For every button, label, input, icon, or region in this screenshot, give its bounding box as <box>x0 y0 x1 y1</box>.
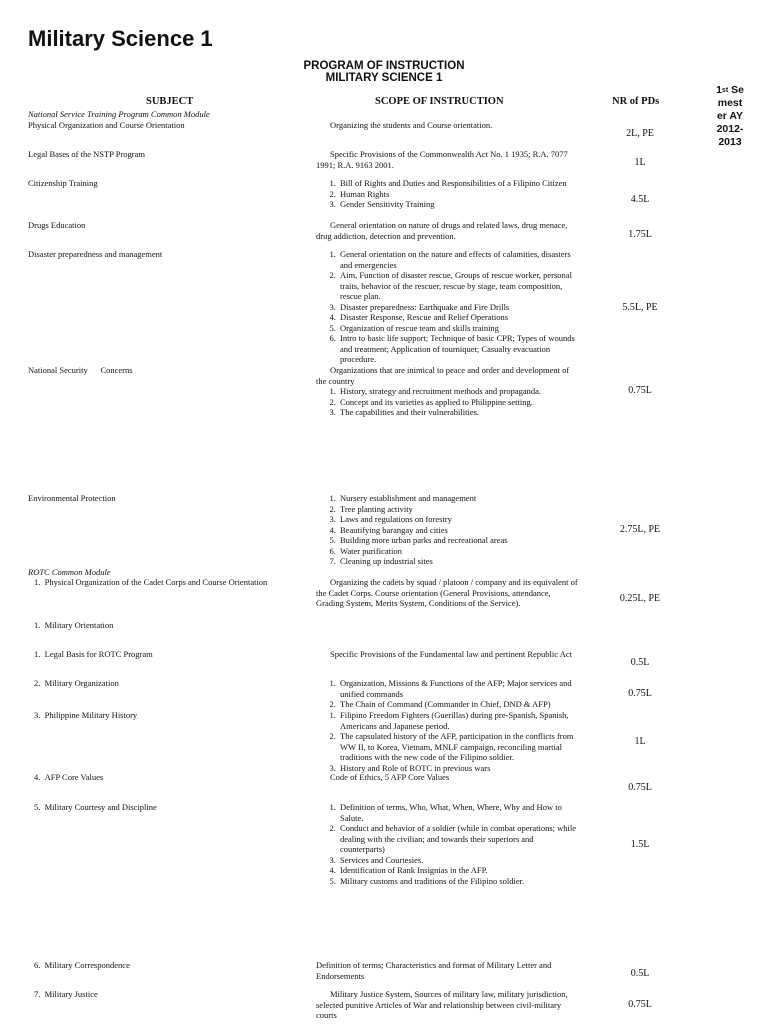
list-item: 1. Filipino Freedom Fighters (Guerillas) during pre-Spanish, Spanish, Americans and Japanese period. <box>338 710 578 731</box>
list-item: 4. Identification of Rank Insignias in the AFP. <box>338 865 578 876</box>
list-item: 5. Military customs and traditions of the Filipino soldier. <box>338 876 578 887</box>
item-number: 1. <box>34 620 41 630</box>
subject-text: Military Correspondence <box>44 960 130 970</box>
semester-part4: 2012- <box>716 123 744 135</box>
list-item: 3. Gender Sensitivity Training <box>338 199 578 210</box>
scope-disaster-preparedness <box>316 249 578 365</box>
subject-text: Military Courtesy and Discipline <box>44 802 157 812</box>
pds-cadet-corps-org: 0.25L, PE <box>619 593 661 604</box>
pds-drugs-education: 1.75L <box>628 229 652 240</box>
list-item: 1. Definition of terms, Who, What, When, Where, Why and How to Salute. <box>338 802 578 823</box>
list-item: 6. Water purification <box>338 546 578 557</box>
pds-citizenship-training: 4.5L <box>630 194 650 205</box>
scope-cadet-corps-org: Organizing the cadets by squad / platoon / company and its equivalent of the Cadet Corps. Course orientation (General Provisions, attendance, Grading System, Merits System, Conditions of the Service). <box>316 577 578 608</box>
pds-military-organization: 0.75L <box>628 688 652 699</box>
semester-part5: 2013 <box>718 136 742 148</box>
subject-drugs-education: Drugs Education <box>28 220 86 230</box>
scope-military-organization <box>316 678 578 710</box>
list-item: 3. History and Role of ROTC in previous wars <box>338 763 578 774</box>
subject-text: AFP Core Values <box>44 772 104 782</box>
semester-num: 1 <box>716 84 722 96</box>
subject-legal-bases-nstp: Legal Bases of the NSTP Program <box>28 149 146 159</box>
semester-label <box>708 84 752 149</box>
subject-afp-core-values <box>34 772 103 783</box>
column-header-scope: SCOPE OF INSTRUCTION <box>375 96 504 107</box>
item-number: 7. <box>34 989 41 999</box>
list-item: 1. General orientation on the nature and effects of calamities, disasters and emergencies <box>338 249 578 270</box>
list-item: 6. Intro to basic life support; Technique of basic CPR; Types of wounds and treatment; Application of tourniquet; Casualty evacuation procedure. <box>338 333 578 365</box>
subject-national-security: National Security Concerns <box>28 365 133 375</box>
scope-national-security-intro: Organizations that are inimical to peace and order and development of the country <box>316 365 570 386</box>
subject-text: Military Orientation <box>44 620 114 630</box>
item-number: 6. <box>34 960 41 970</box>
scope-military-courtesy <box>316 802 578 886</box>
pds-military-justice: 0.75L <box>628 999 652 1010</box>
subject-citizenship-training: Citizenship Training <box>28 178 98 188</box>
item-number: 5. <box>34 802 41 812</box>
scope-afp-core-values: Code of Ethics, 5 AFP Core Values <box>330 772 450 782</box>
list-item: 1. Nursery establishment and management <box>338 493 578 504</box>
subject-military-correspondence <box>34 960 130 971</box>
scope-environmental-protection <box>316 493 578 567</box>
column-header-pds: NR of PDs <box>612 96 660 107</box>
list-item: 3. Disaster preparedness: Earthquake and Fire Drills <box>338 302 578 313</box>
column-header-subject: SUBJECT <box>146 96 194 107</box>
item-number: 4. <box>34 772 41 782</box>
scope-military-correspondence: Definition of terms; Characteristics and format of Military Letter and Endorsements <box>316 960 552 981</box>
scope-military-justice: Military Justice System, Sources of military law, military jurisdiction, selected punitive Articles of War and relationship between civil-military courts <box>316 989 568 1020</box>
list-item: 2. Tree planting activity <box>338 504 578 515</box>
list-item: 3. Services and Courtesies. <box>338 855 578 866</box>
pds-military-correspondence: 0.5L <box>630 968 650 979</box>
list-item: 2. Concept and its varieties as applied to Philippine setting. <box>338 397 578 408</box>
list-item: 1. Organization, Missions & Functions of the AFP; Major services and unified commands <box>338 678 578 699</box>
subject-text: Legal Basis for ROTC Program <box>44 649 153 659</box>
subject-text: Philippine Military History <box>44 710 138 720</box>
subject-military-orientation <box>34 620 113 631</box>
list-item: 2. Human Rights <box>338 189 578 200</box>
program-header-line1: PROGRAM OF INSTRUCTION <box>303 60 465 72</box>
subject-text: Physical Organization of the Cadet Corps and Course Orientation <box>44 577 268 587</box>
pds-national-security: 0.75L <box>628 385 652 396</box>
list-item: 4. Beautifying barangay and cities <box>338 525 578 536</box>
list-item: 7. Cleaning up industrial sites <box>338 556 578 567</box>
pds-environmental-protection: 2.75L, PE <box>619 524 661 535</box>
program-header-line2: MILITARY SCIENCE 1 <box>325 72 443 84</box>
module-label-nstp: National Service Training Program Common Module <box>28 109 210 119</box>
list-item: 5. Building more urban parks and recreational areas <box>338 535 578 546</box>
scope-drugs-education: General orientation on nature of drugs and related laws, drug menace, drug addiction, detection and prevention. <box>316 220 568 241</box>
list-item: 4. Disaster Response, Rescue and Relief Operations <box>338 312 578 323</box>
subject-legal-basis-rotc <box>34 649 153 660</box>
semester-sup: st <box>721 87 729 94</box>
pds-physical-organization: 2L, PE <box>626 128 654 139</box>
list-item: 2. The capsulated history of the AFP, participation in the conflicts from WW II, to Korea, Vietnam, MNLF campaign, reconciling martial traditions with the new code of the Filipino soldier. <box>338 731 578 763</box>
pds-afp-core-values: 0.75L <box>628 782 652 793</box>
subject-philippine-military-history <box>34 710 137 721</box>
list-item: 2. The Chain of Command (Commander in Chief, DND & AFP) <box>338 699 578 710</box>
pds-legal-bases-nstp: 1L <box>634 157 646 168</box>
pds-philippine-military-history: 1L <box>634 736 646 747</box>
subject-environmental-protection: Environmental Protection <box>28 493 116 503</box>
scope-legal-basis-rotc: Specific Provisions of the Fundamental law and pertinent Republic Act <box>330 649 572 659</box>
list-item: 3. The capabilities and their vulnerabilities. <box>338 407 578 418</box>
item-number: 3. <box>34 710 41 720</box>
pds-legal-basis-rotc: 0.5L <box>630 657 650 668</box>
semester-part3: er AY <box>716 110 744 122</box>
list-item: 1. Bill of Rights and Duties and Responsibilities of a Filipino Citizen <box>338 178 578 189</box>
subject-military-organization <box>34 678 119 689</box>
subject-military-courtesy <box>34 802 157 813</box>
list-item: 1. History, strategy and recruitment methods and propaganda. <box>338 386 578 397</box>
scope-physical-organization: Organizing the students and Course orientation. <box>330 120 493 130</box>
program-header <box>284 60 484 84</box>
subject-physical-organization: Physical Organization and Course Orientation <box>28 120 185 130</box>
subject-text: Military Justice <box>44 989 98 999</box>
module-label-rotc: ROTC Common Module <box>28 567 111 577</box>
semester-part1: Se <box>728 84 744 96</box>
item-number: 1. <box>34 649 41 659</box>
item-number: 2. <box>34 678 41 688</box>
pds-military-courtesy: 1.5L <box>630 839 650 850</box>
item-number: 1. <box>34 577 41 587</box>
document-title: Military Science 1 <box>28 26 213 51</box>
scope-philippine-military-history <box>316 710 578 773</box>
scope-national-security <box>316 365 578 418</box>
subject-disaster-preparedness: Disaster preparedness and management <box>28 249 163 259</box>
subject-text: Military Organization <box>44 678 119 688</box>
list-item: 2. Aim, Function of disaster rescue, Groups of rescue worker, personal traits, behavior of the rescuer, rescue by stage, team composition, rescue plan. <box>338 270 578 302</box>
subject-cadet-corps-org <box>34 577 267 588</box>
scope-legal-bases-nstp: Specific Provisions of the Commonwealth Act No. 1 1935; R.A. 7077 1991; R.A. 9163 2001. <box>316 149 568 170</box>
list-item: 2. Conduct and behavior of a soldier (while in combat operations; while dealing with the civilian; and towards their superiors and counterparts) <box>338 823 578 855</box>
list-item: 5. Organization of rescue team and skills training <box>338 323 578 334</box>
scope-citizenship-training <box>316 178 578 210</box>
subject-military-justice <box>34 989 98 1000</box>
pds-disaster-preparedness: 5.5L, PE <box>622 302 658 313</box>
semester-part2: mest <box>717 97 743 109</box>
list-item: 3. Laws and regulations on forestry <box>338 514 578 525</box>
